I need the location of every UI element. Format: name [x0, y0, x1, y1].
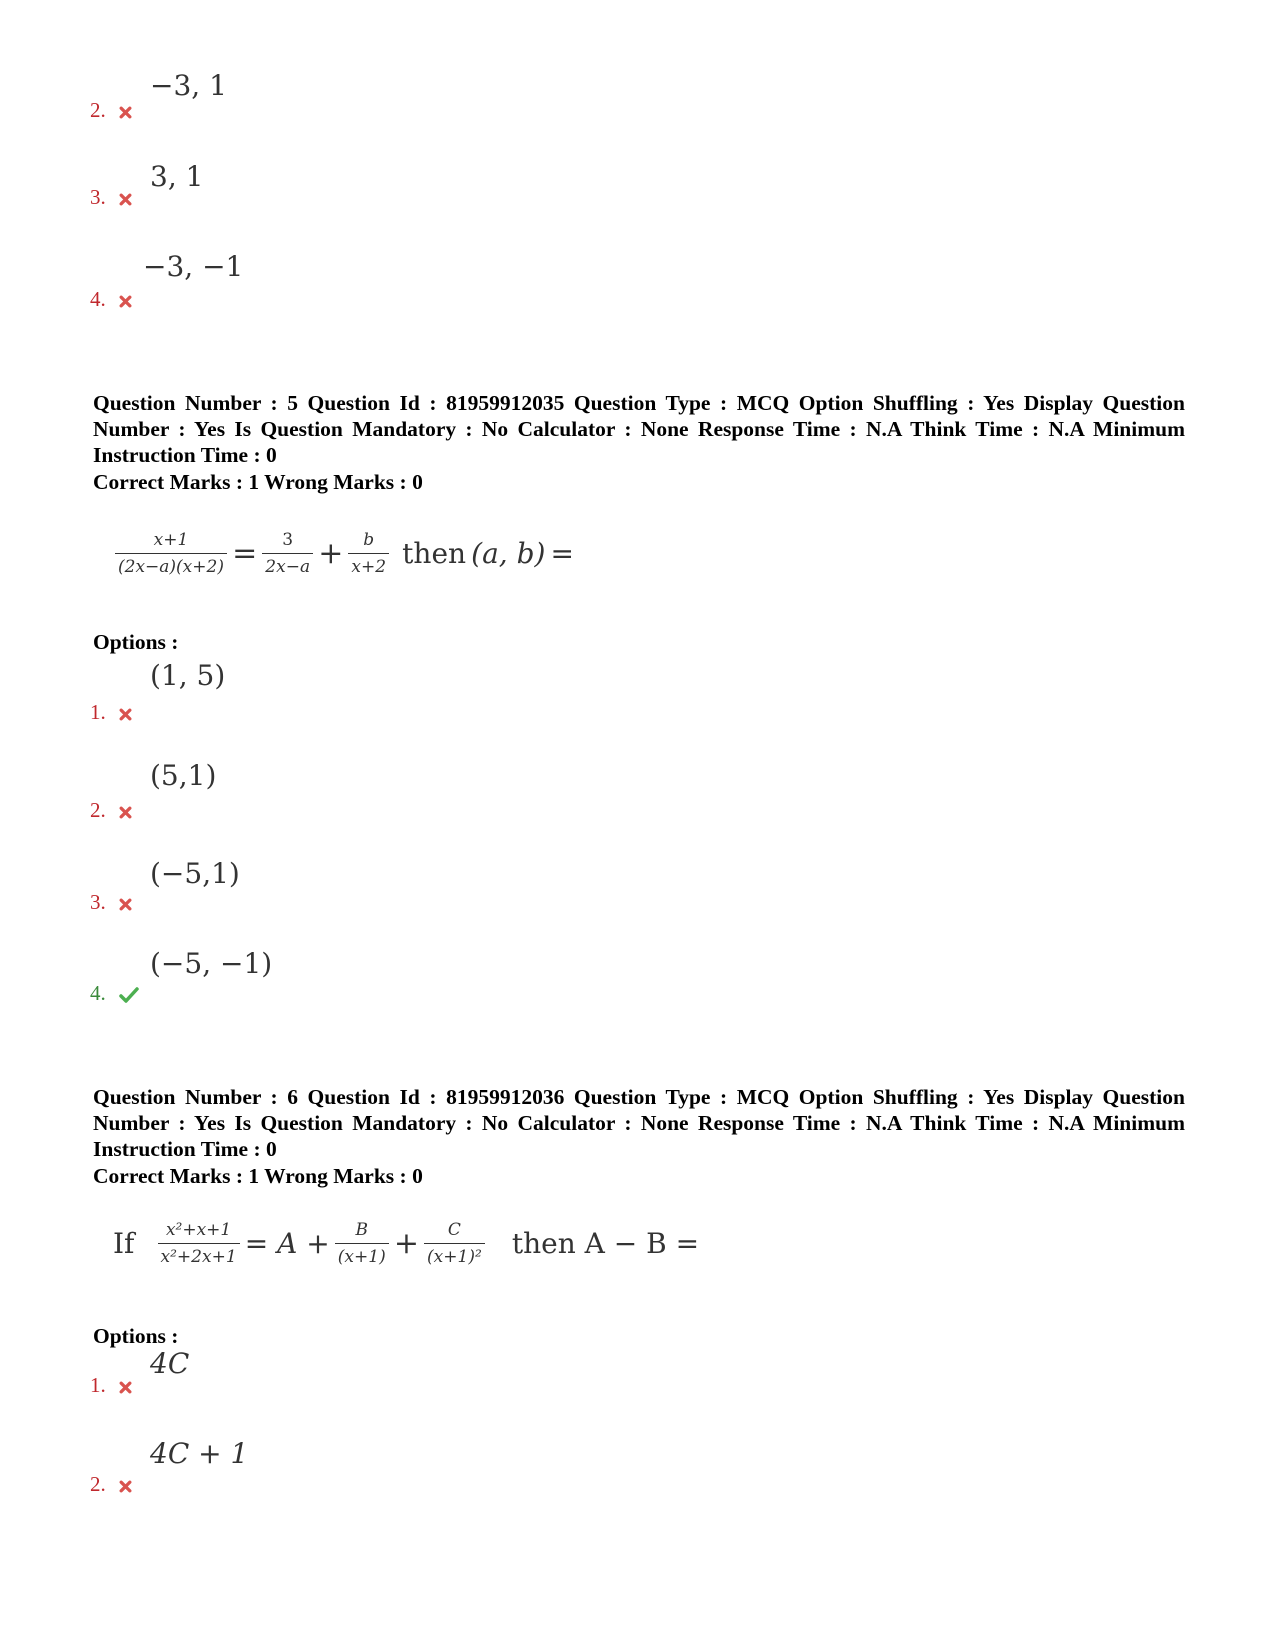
question-5-equation	[115, 530, 574, 577]
option-number-text: 2.	[90, 1472, 106, 1496]
equation-tail: then A − B =	[511, 1227, 700, 1260]
cross-icon	[119, 1480, 132, 1493]
option-number-text: 1.	[90, 700, 106, 724]
equation-if: If	[113, 1227, 135, 1260]
option-value: (−5, −1)	[150, 947, 273, 980]
question-6-marks: Correct Marks : 1 Wrong Marks : 0	[93, 1164, 423, 1188]
equation-tail: then	[402, 537, 467, 570]
option-number-text: 4.	[90, 981, 106, 1005]
option-number	[90, 100, 132, 121]
cross-icon	[119, 898, 132, 911]
option-number	[90, 800, 132, 821]
meta-line: Instruction Time : 0	[93, 1137, 277, 1161]
meta-line: Instruction Time : 0	[93, 443, 277, 467]
cross-icon	[119, 295, 132, 308]
checkmark-icon	[119, 987, 139, 1003]
option-number	[90, 892, 132, 913]
meta-line: Number : Yes Is Question Mandatory : No Calculator : None Response Time : N.A Think Time : N.A Minimum	[93, 1111, 1185, 1135]
option-number-text: 2.	[90, 98, 106, 122]
fraction	[424, 1220, 485, 1267]
equation-middle: = A +	[244, 1227, 330, 1260]
option-value: −3, −1	[143, 250, 244, 283]
option-value: (5,1)	[150, 759, 217, 792]
denominator: (x+1)	[337, 1247, 386, 1267]
option-value: (1, 5)	[150, 659, 226, 692]
cross-icon	[119, 1381, 132, 1394]
cross-icon	[119, 106, 132, 119]
numerator: x²+x+1	[158, 1220, 240, 1244]
fraction	[158, 1220, 240, 1267]
option-number	[90, 983, 139, 1004]
option-number-text: 2.	[90, 798, 106, 822]
equals-sign: =	[550, 537, 574, 570]
fraction	[262, 530, 313, 577]
denominator: x²+2x+1	[160, 1247, 237, 1267]
option-number	[90, 1474, 132, 1495]
option-value: 4C + 1	[150, 1437, 249, 1470]
equation-expr: (a, b)	[471, 537, 546, 570]
plus-sign: +	[393, 1226, 419, 1261]
numerator: 3	[262, 530, 313, 554]
question-5-meta	[93, 390, 1185, 468]
numerator: x+1	[115, 530, 227, 554]
cross-icon	[119, 806, 132, 819]
options-label: Options :	[93, 1324, 179, 1348]
option-number-text: 4.	[90, 287, 106, 311]
equals-sign: =	[232, 536, 258, 571]
fraction	[335, 1220, 389, 1267]
cross-icon	[119, 193, 132, 206]
option-number-text: 3.	[90, 890, 106, 914]
meta-line: Question Number : 6 Question Id : 81959912036 Question Type : MCQ Option Shuffling : Yes Display Question	[93, 1085, 1185, 1109]
fraction	[348, 530, 389, 577]
question-6-meta	[93, 1084, 1185, 1162]
option-number-text: 1.	[90, 1373, 106, 1397]
question-6-equation	[113, 1220, 699, 1267]
options-label: Options :	[93, 630, 179, 654]
numerator: b	[348, 530, 389, 554]
question-5-marks: Correct Marks : 1 Wrong Marks : 0	[93, 470, 423, 494]
option-number-text: 3.	[90, 185, 106, 209]
option-value: −3, 1	[150, 69, 227, 102]
denominator: (x+1)²	[427, 1247, 482, 1267]
option-number	[90, 289, 132, 310]
plus-sign: +	[318, 536, 344, 571]
meta-line: Question Number : 5 Question Id : 81959912035 Question Type : MCQ Option Shuffling : Yes Display Question	[93, 391, 1185, 415]
option-value: 4C	[150, 1347, 190, 1380]
denominator: (2x−a)(x+2)	[118, 557, 224, 577]
meta-line: Number : Yes Is Question Mandatory : No Calculator : None Response Time : N.A Think Time : N.A Minimum	[93, 417, 1185, 441]
numerator: C	[424, 1220, 485, 1244]
cross-icon	[119, 708, 132, 721]
numerator: B	[335, 1220, 389, 1244]
option-number	[90, 187, 132, 208]
option-value: 3, 1	[150, 160, 204, 193]
option-value: (−5,1)	[150, 857, 240, 890]
fraction	[115, 530, 227, 577]
option-number	[90, 702, 132, 723]
option-number	[90, 1375, 132, 1396]
denominator: x+2	[351, 557, 387, 577]
denominator: 2x−a	[265, 557, 311, 577]
